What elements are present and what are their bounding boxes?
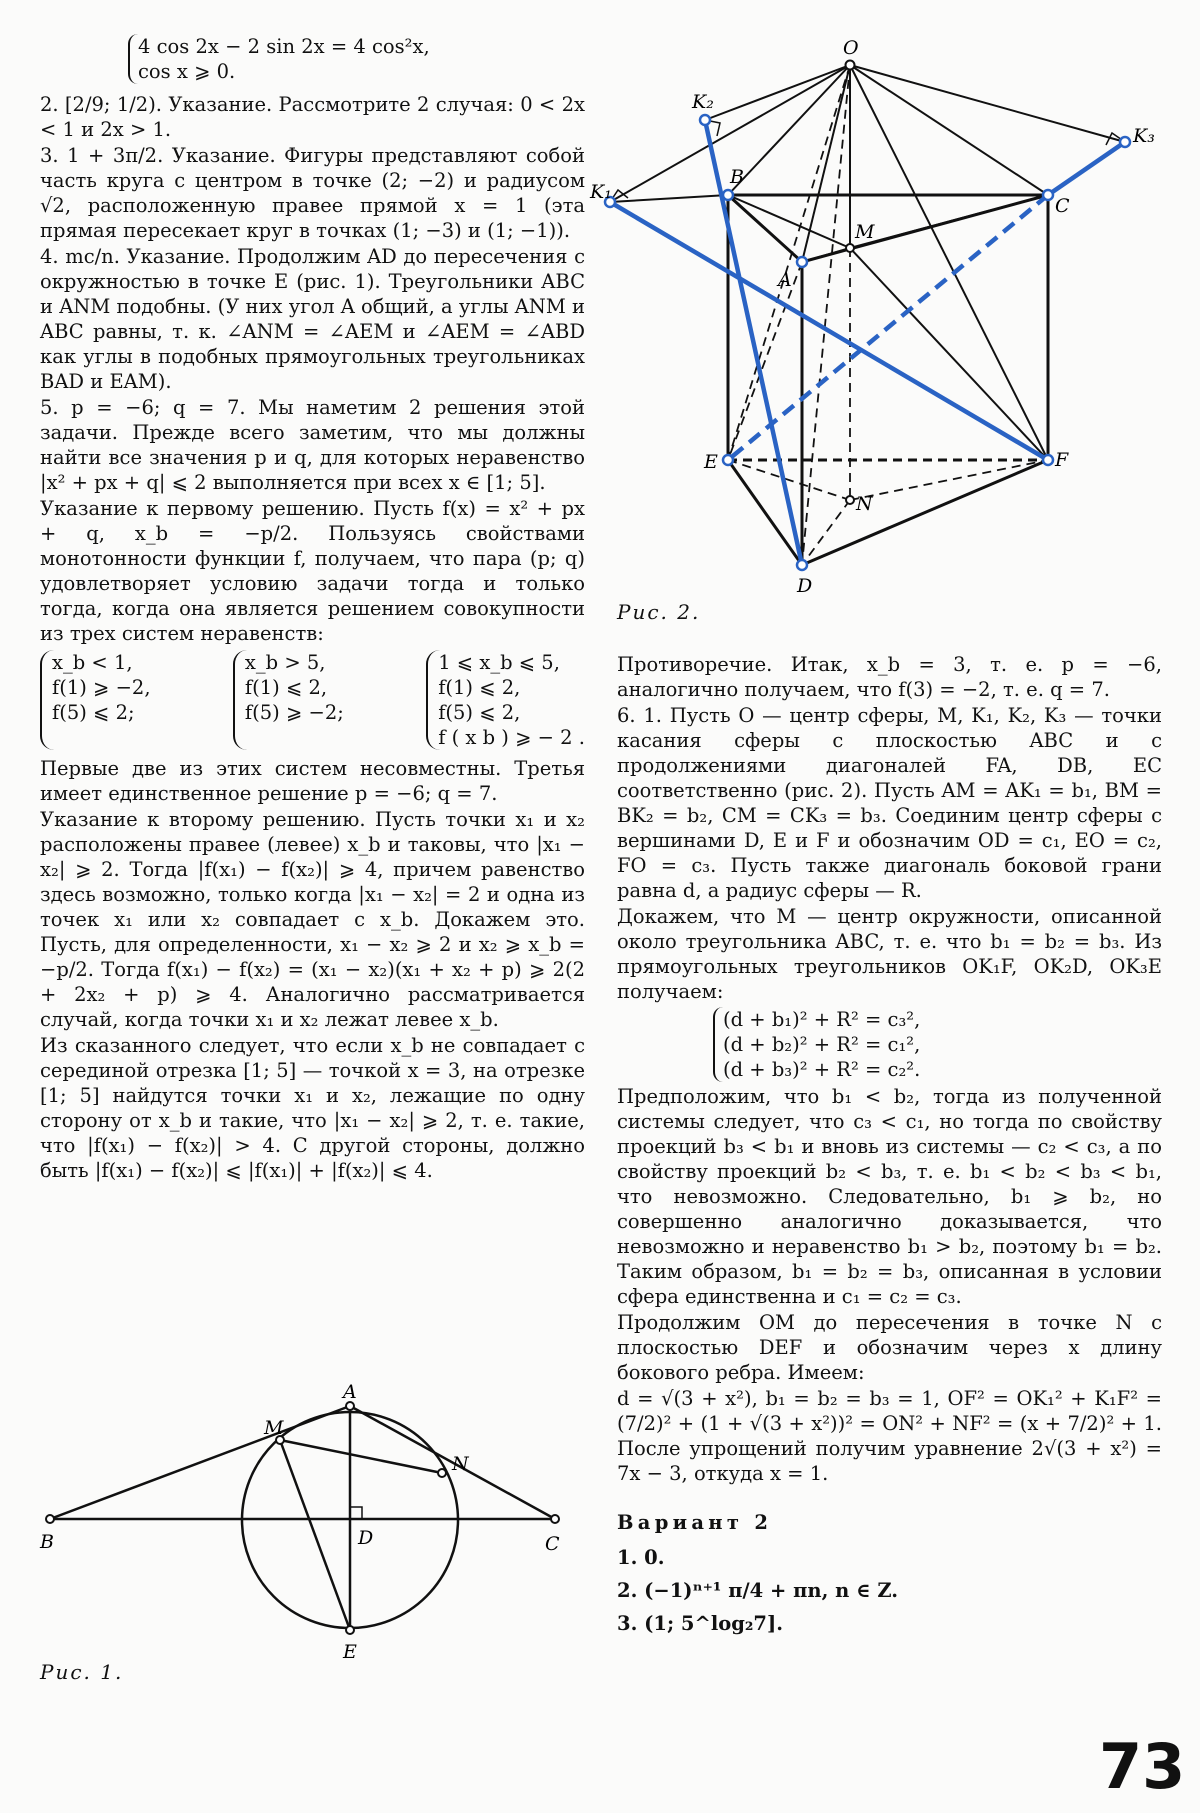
system-line: (d + b₂)² + R² = c₁²,	[723, 1033, 921, 1056]
label-e: E	[343, 1641, 357, 1663]
system-line: (d + b₃)² + R² = c₂².	[723, 1058, 921, 1081]
computation-paragraph: d = √(3 + x²), b₁ = b₂ = b₃ = 1, OF² = OK₁² + K₁F² = (7/2)² + (1 + √(3 + x²))² = ON² + NF² = (x + 7/2)² + 1. После упрощений получим уравнение 2√(3 + x²) = 7x − 3, откуда x = 1.	[617, 1387, 1162, 1485]
variant-answer: 1. 0.	[617, 1546, 665, 1569]
segment-me	[280, 1440, 350, 1630]
label-m: M	[264, 1417, 284, 1439]
line-mf	[850, 248, 1048, 460]
system-line: cos x ⩾ 0.	[138, 60, 236, 83]
system-line: f(5) ⩾ −2;	[244, 701, 344, 724]
label-b: B	[730, 166, 744, 188]
system-line: f(1) ⩽ 2,	[438, 676, 521, 699]
point-a	[346, 1402, 354, 1410]
extension-paragraph: Продолжим OM до пересечения в точке N с плоскостью DEF и обозначим через x длину бокового ребра. Имеем:	[617, 1311, 1162, 1384]
system-line: f(5) ⩽ 2,	[438, 701, 521, 724]
system-3	[426, 650, 585, 750]
system-line: f ( x b ) ⩾ − 2 .	[438, 726, 585, 749]
segment-ba	[50, 1406, 350, 1519]
point-a	[797, 257, 807, 267]
right-angle-mark	[350, 1507, 362, 1519]
assumption-paragraph: Предположим, что b₁ < b₂, тогда из полученной системы следует, что c₃ < c₁, но тогда по свойству проекций b₃ < b₁ и вновь из системы — c₂ < c₃, а по свойству проекций b₂ < b₃, т. е. b₁ < b₂ < b₃ < b₁, что невозможно. Следовательно, b₁ ⩾ b₂, но совершенно аналогично доказывается, что невозможно и неравенство b₁ > b₂, поэтому b₁ = b₂. Таким образом, b₁ = b₂ = b₃, описанная в условии сфера единственна и c₁ = c₂ = c₃.	[617, 1085, 1162, 1308]
point-k2	[700, 115, 710, 125]
proof-paragraph: Докажем, что M — центр окружности, описанной около треугольника ABC, т. е. что b₁ = b₂ = b₃. Из прямоугольных треугольников OK₁F, OK₂D, OK₃E получаем:	[617, 905, 1162, 1003]
system-2	[233, 650, 344, 750]
system-line: f(1) ⩾ −2,	[52, 676, 151, 699]
system-line: f(1) ⩽ 2,	[244, 676, 328, 699]
figure-1	[30, 1380, 570, 1680]
page-number: 73	[1099, 1730, 1186, 1803]
system-line: x_b > 5,	[244, 651, 326, 674]
figure-1-caption: Рис. 1.	[40, 1660, 124, 1684]
system-line: 4 cos 2x − 2 sin 2x = 4 cos²x,	[138, 35, 430, 58]
line-en	[728, 460, 850, 500]
triangle-system	[713, 1007, 920, 1082]
edge-ba	[728, 195, 802, 262]
point-n	[846, 496, 854, 504]
system-line: f(5) ⩽ 2;	[52, 701, 135, 724]
label-a: A	[343, 1381, 357, 1403]
left-column	[40, 32, 585, 1184]
contradiction-paragraph: Противоречие. Итак, x_b = 3, т. е. p = −6, аналогично получаем, что f(3) = −2, т. е. q = 7.	[617, 653, 1162, 701]
label-e: E	[704, 451, 718, 473]
label-f: F	[1055, 449, 1069, 471]
answer-item-4: 4. mc/n. Указание. Продолжим AD до пересечения с окружностью в точке E (рис. 1). Треугольники ABC и ANM подобны. (У них угол A общий, а углы ANM и ABC равны, т. к. ∠ANM = ∠AEM и ∠AEM = ∠ABD как углы в подобных прямоугольных треугольниках BAD и EAM).	[40, 245, 585, 393]
point-b	[46, 1515, 54, 1523]
conclusion: Из сказанного следует, что если x_b не совпадает с серединой отрезка [1; 5] — точкой x = 3, на отрезке [1; 5] найдутся точки x₁ и x₂, лежащие по одну сторону от x_b и такие, что |x₁ − x₂| ⩾ 2, т. е. такие, что |f(x₁) − f(x₂)| > 4. С другой стороны, должно быть |f(x₁) − f(x₂)| ⩽ |f(x₁)| + |f(x₂)| ⩽ 4.	[40, 1034, 585, 1182]
label-k1: K₁	[590, 181, 612, 203]
variant-title: Вариант 2	[617, 1511, 773, 1534]
line-mc	[850, 195, 1048, 248]
label-b: B	[40, 1531, 54, 1553]
variant-answer: 2. (−1)ⁿ⁺¹ π/4 + πn, n ∈ Z.	[617, 1579, 899, 1602]
answer-item-5: 5. p = −6; q = 7. Мы наметим 2 решения этой задачи. Прежде всего заметим, что мы должны найти все значения p и q, для которых неравенство |x² + px + q| ⩽ 2 выполняется при всех x ∈ [1; 5].	[40, 396, 585, 494]
line-oa	[802, 65, 850, 262]
label-k3: K₃	[1133, 125, 1155, 147]
point-n	[438, 1469, 446, 1477]
point-e	[723, 455, 733, 465]
system-line: (d + b₁)² + R² = c₃²,	[723, 1008, 921, 1031]
answer-item-2: 2. [2/9; 1/2). Указание. Рассмотрите 2 случая: 0 < 2x < 1 и 2x > 1.	[40, 93, 585, 141]
label-c: C	[545, 1533, 560, 1555]
system-line: 1 ⩽ x_b ⩽ 5,	[438, 651, 560, 674]
hint-second-solution: Указание к второму решению. Пусть точки x₁ и x₂ расположены правее (левее) x_b и таковы, что |x₁ − x₂| ⩾ 2. Тогда |f(x₁) − f(x₂)| ⩾ 4, причем равенство здесь возможно, только когда |x₁ − x₂| = 2 и одна из точек x₁ или x₂ совпадает с x_b. Докажем это. Пусть, для определенности, x₁ − x₂ ⩾ 2 и x₂ ⩾ x_b = −p/2. Тогда f(x₁) − f(x₂) = (x₁ − x₂)(x₁ + x₂ + p) ⩾ 2(2 + 2x₂ + p) ⩾ 4. Аналогично рассматривается случай, когда точки x₁ и x₂ лежат левее x_b.	[40, 808, 585, 1031]
label-k2: K₂	[692, 91, 714, 113]
line-nf	[850, 460, 1048, 500]
label-a: A	[778, 269, 792, 291]
figure-2-caption: Рис. 2.	[617, 600, 701, 624]
top-system	[128, 34, 430, 84]
point-m	[846, 244, 854, 252]
variant-answer: 3. (1; 5^log₂7].	[617, 1612, 784, 1635]
line-am	[802, 248, 850, 262]
inequality-systems	[40, 650, 585, 750]
system-1	[40, 650, 151, 750]
answer-item-6: 6. 1. Пусть O — центр сферы, M, K₁, K₂, K₃ — точки касания сферы с плоскостью ABC и с продолжениями диагоналей FA, DB, EC соответственно (рис. 2). Пусть AM = AK₁ = b₁, BM = BK₂ = b₂, CM = CK₃ = b₃. Соединим центр сферы с вершинами D, E и F и обозначим OD = c₁, EO = c₂, FO = c₃. Пусть также диагональ боковой грани равна d, а радиус сферы — R.	[617, 704, 1162, 902]
edge-df	[802, 460, 1048, 565]
label-n: N	[452, 1453, 469, 1475]
diagonal-ec-extended	[1048, 142, 1125, 195]
point-k3	[1120, 137, 1130, 147]
segment-mn	[280, 1440, 442, 1473]
label-d: D	[797, 575, 813, 597]
label-d: D	[358, 1527, 374, 1549]
point-c	[551, 1515, 559, 1523]
label-o: O	[843, 37, 859, 59]
right-column	[617, 652, 1162, 1636]
answer-item-3: 3. 1 + 3π/2. Указание. Фигуры представляют собой часть круга с центром в точке (2; −2) и радиусом √2, расположенную правее прямой x = 1 (эта прямая пересекает круг в точках (1; −3) и (1; −1)).	[40, 144, 585, 242]
label-m: M	[855, 221, 875, 243]
hint-first-solution: Указание к первому решению. Пусть f(x) = x² + px + q, x_b = −p/2. Пользуясь свойствами монотонности функции f, получаем, что пара (p; q) удовлетворяет условию задачи тогда и только тогда, когда она является решением совокупности из трех систем неравенств:	[40, 497, 585, 645]
systems-result: Первые две из этих систем несовместны. Третья имеет единственное решение p = −6; q = 7.	[40, 757, 585, 805]
point-b	[723, 190, 733, 200]
system-line: x_b < 1,	[52, 651, 133, 674]
point-e	[346, 1626, 354, 1634]
figure-2	[590, 30, 1160, 597]
point-d	[797, 560, 807, 570]
point-f	[1043, 455, 1053, 465]
point-c	[1043, 190, 1053, 200]
diagonal-ec-hidden	[728, 195, 1048, 460]
line-ok3	[850, 65, 1125, 142]
line-ok2	[705, 65, 850, 120]
line-ob	[728, 65, 850, 195]
label-n: N	[856, 493, 873, 515]
label-c: C	[1055, 195, 1070, 217]
line-k1b	[610, 195, 728, 202]
point-o	[846, 61, 855, 70]
line-oc	[850, 65, 1048, 195]
line-bm	[728, 195, 850, 248]
